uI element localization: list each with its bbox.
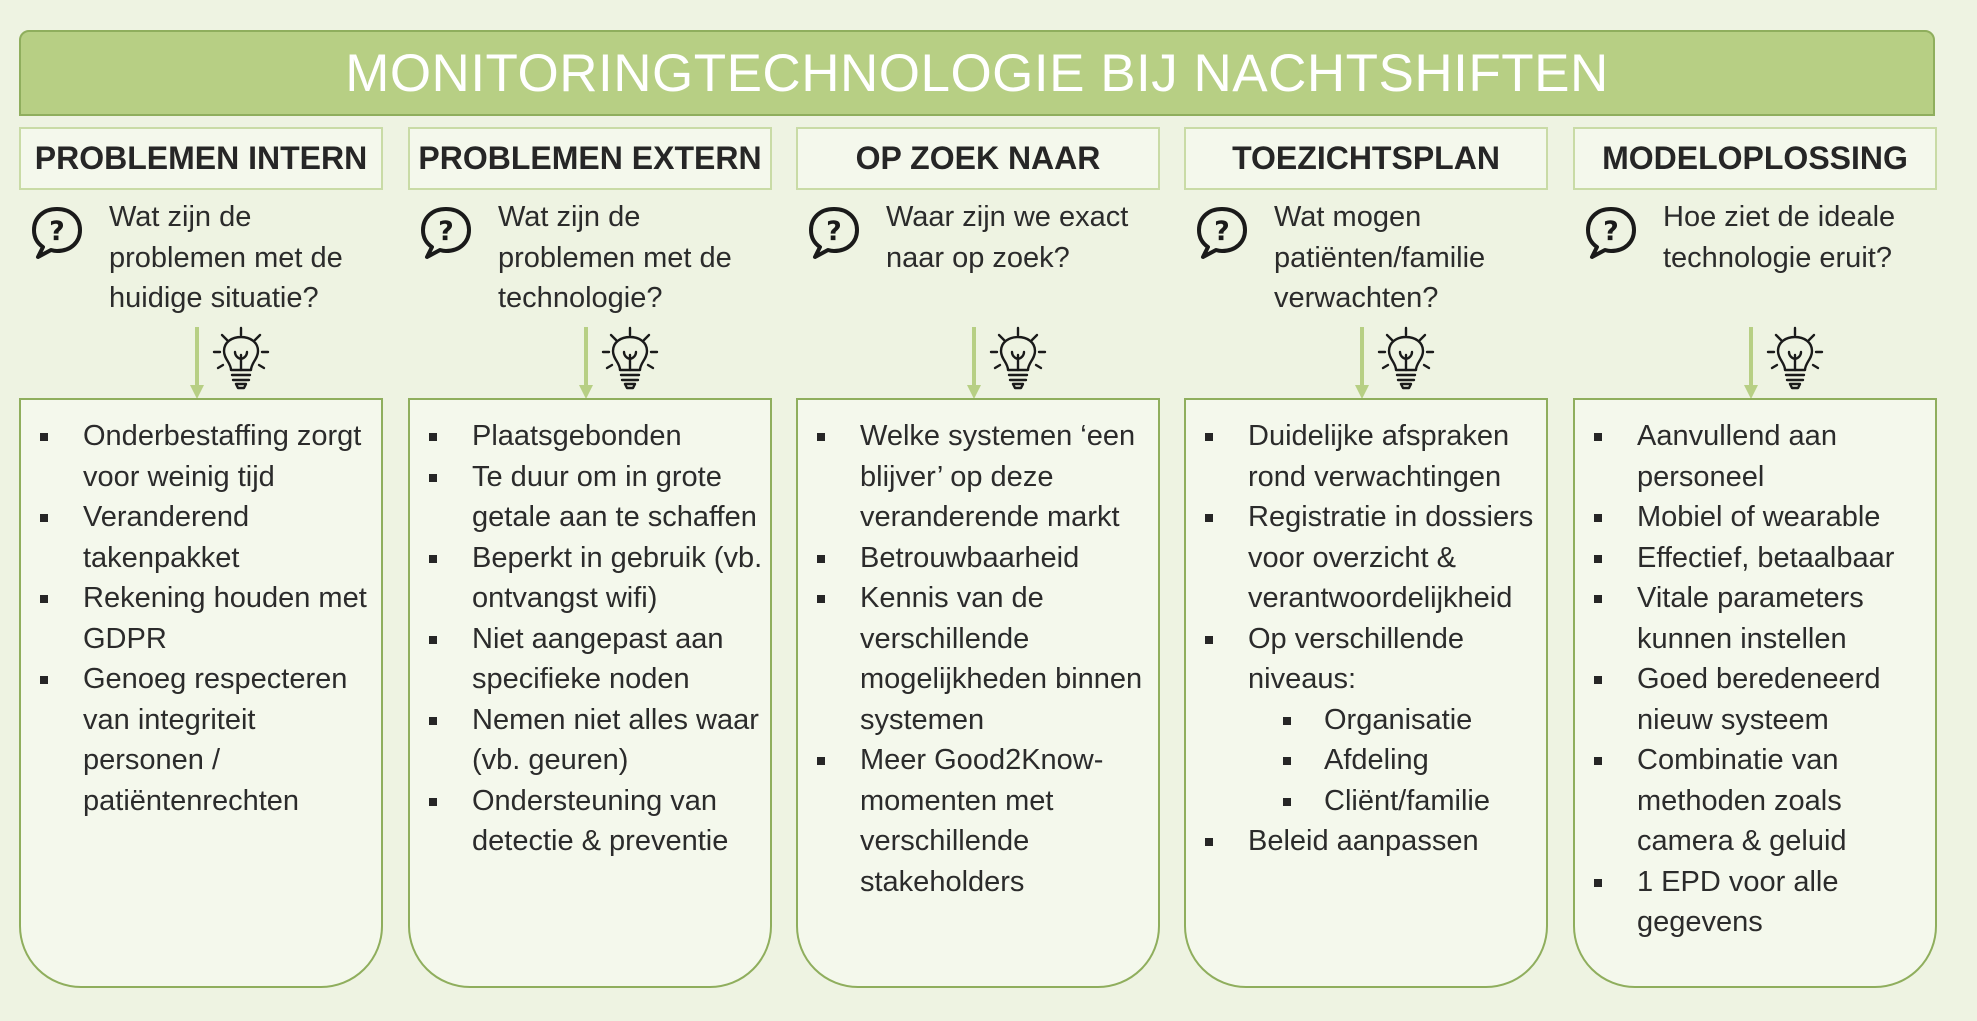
question-text: Waar zijn we exact naar op zoek? bbox=[886, 201, 1129, 274]
list-item: Betrouwbaarheid bbox=[798, 538, 1158, 579]
svg-text:?: ? bbox=[1603, 216, 1619, 247]
question-row bbox=[19, 197, 383, 327]
list-item: Vitale parameters kunnen instellen bbox=[1575, 578, 1935, 659]
down-arrow-icon bbox=[1744, 327, 1758, 399]
list-item: Meer Good2Know-momenten met verschillende stakeholders bbox=[798, 740, 1158, 902]
question-row bbox=[1573, 197, 1937, 327]
column-modeloplossing bbox=[1573, 127, 1937, 989]
list-item: Rekening houden met GDPR bbox=[21, 578, 381, 659]
svg-text:?: ? bbox=[49, 216, 65, 247]
lightbulb-icon bbox=[209, 325, 273, 393]
answer-box bbox=[1573, 398, 1937, 988]
column-problemen-intern bbox=[19, 127, 383, 989]
list-item: Nemen niet alles waar (vb. geuren) bbox=[410, 700, 770, 781]
column-header: PROBLEMEN EXTERN bbox=[408, 127, 772, 190]
sub-list-item: Cliënt/familie bbox=[1186, 781, 1546, 822]
question-row bbox=[796, 197, 1160, 327]
column-header: OP ZOEK NAAR bbox=[796, 127, 1160, 190]
answer-box bbox=[408, 398, 772, 988]
answer-box bbox=[1184, 398, 1548, 988]
list-item: Veranderend takenpakket bbox=[21, 497, 381, 578]
sub-list-item: Afdeling bbox=[1186, 740, 1546, 781]
list-item: Welke systemen ‘een blijver’ op deze veranderende markt bbox=[798, 416, 1158, 538]
column-problemen-extern bbox=[408, 127, 772, 989]
list-item: Genoeg respecteren van integriteit personen / patiëntenrechten bbox=[21, 659, 381, 821]
column-header: PROBLEMEN INTERN bbox=[19, 127, 383, 190]
column-op-zoek-naar bbox=[796, 127, 1160, 989]
list-item: Ondersteuning van detectie & preventie bbox=[410, 781, 770, 862]
question-text: Wat zijn de problemen met de technologie? bbox=[498, 201, 732, 314]
list-item: 1 EPD voor alle gegevens bbox=[1575, 862, 1935, 943]
list-item: Onderbestaffing zorgt voor weinig tijd bbox=[21, 416, 381, 497]
question-text: Hoe ziet de ideale technologie eruit? bbox=[1663, 201, 1896, 274]
column-header: MODELOPLOSSING bbox=[1573, 127, 1937, 190]
list-item: Op verschillende niveaus: bbox=[1186, 619, 1546, 700]
question-row bbox=[1184, 197, 1548, 327]
svg-text:?: ? bbox=[438, 216, 454, 247]
list-item: Combinatie van methoden zoals camera & geluid bbox=[1575, 740, 1935, 862]
column-header: TOEZICHTSPLAN bbox=[1184, 127, 1548, 190]
column-toezichtsplan bbox=[1184, 127, 1548, 989]
bullet-list bbox=[1575, 400, 1935, 943]
list-item: Aanvullend aan personeel bbox=[1575, 416, 1935, 497]
svg-text:?: ? bbox=[1214, 216, 1230, 247]
list-item: Te duur om in grote getale aan te schaffen bbox=[410, 457, 770, 538]
list-item: Beperkt in gebruik (vb. ontvangst wifi) bbox=[410, 538, 770, 619]
question-text: Wat zijn de problemen met de huidige situatie? bbox=[109, 201, 343, 314]
down-arrow-icon bbox=[1355, 327, 1369, 399]
list-item: Plaatsgebonden bbox=[410, 416, 770, 457]
answer-box bbox=[19, 398, 383, 988]
question-bubble-icon bbox=[418, 205, 474, 261]
list-item: Registratie in dossiers voor overzicht & verantwoordelijkheid bbox=[1186, 497, 1546, 619]
list-item: Duidelijke afspraken rond verwachtingen bbox=[1186, 416, 1546, 497]
list-item: Kennis van de verschillende mogelijkheden binnen systemen bbox=[798, 578, 1158, 740]
svg-text:?: ? bbox=[826, 216, 842, 247]
page-title: MONITORINGTECHNOLOGIE BIJ NACHTSHIFTEN bbox=[345, 43, 1609, 103]
lightbulb-icon bbox=[598, 325, 662, 393]
title-banner bbox=[19, 30, 1935, 116]
down-arrow-icon bbox=[579, 327, 593, 399]
list-item: Goed beredeneerd nieuw systeem bbox=[1575, 659, 1935, 740]
bullet-list bbox=[21, 400, 381, 821]
bullet-list bbox=[410, 400, 770, 862]
question-bubble-icon bbox=[29, 205, 85, 261]
down-arrow-icon bbox=[190, 327, 204, 399]
question-bubble-icon bbox=[806, 205, 862, 261]
list-item: Beleid aanpassen bbox=[1186, 821, 1546, 862]
question-row bbox=[408, 197, 772, 327]
question-bubble-icon bbox=[1583, 205, 1639, 261]
bullet-list bbox=[1186, 400, 1546, 862]
down-arrow-icon bbox=[967, 327, 981, 399]
list-item: Niet aangepast aan specifieke noden bbox=[410, 619, 770, 700]
bullet-list bbox=[798, 400, 1158, 902]
question-bubble-icon bbox=[1194, 205, 1250, 261]
lightbulb-icon bbox=[1374, 325, 1438, 393]
list-item: Mobiel of wearable bbox=[1575, 497, 1935, 538]
lightbulb-icon bbox=[986, 325, 1050, 393]
question-text: Wat mogen patiënten/familie verwachten? bbox=[1274, 201, 1486, 314]
answer-box bbox=[796, 398, 1160, 988]
lightbulb-icon bbox=[1763, 325, 1827, 393]
sub-list-item: Organisatie bbox=[1186, 700, 1546, 741]
list-item: Effectief, betaalbaar bbox=[1575, 538, 1935, 579]
